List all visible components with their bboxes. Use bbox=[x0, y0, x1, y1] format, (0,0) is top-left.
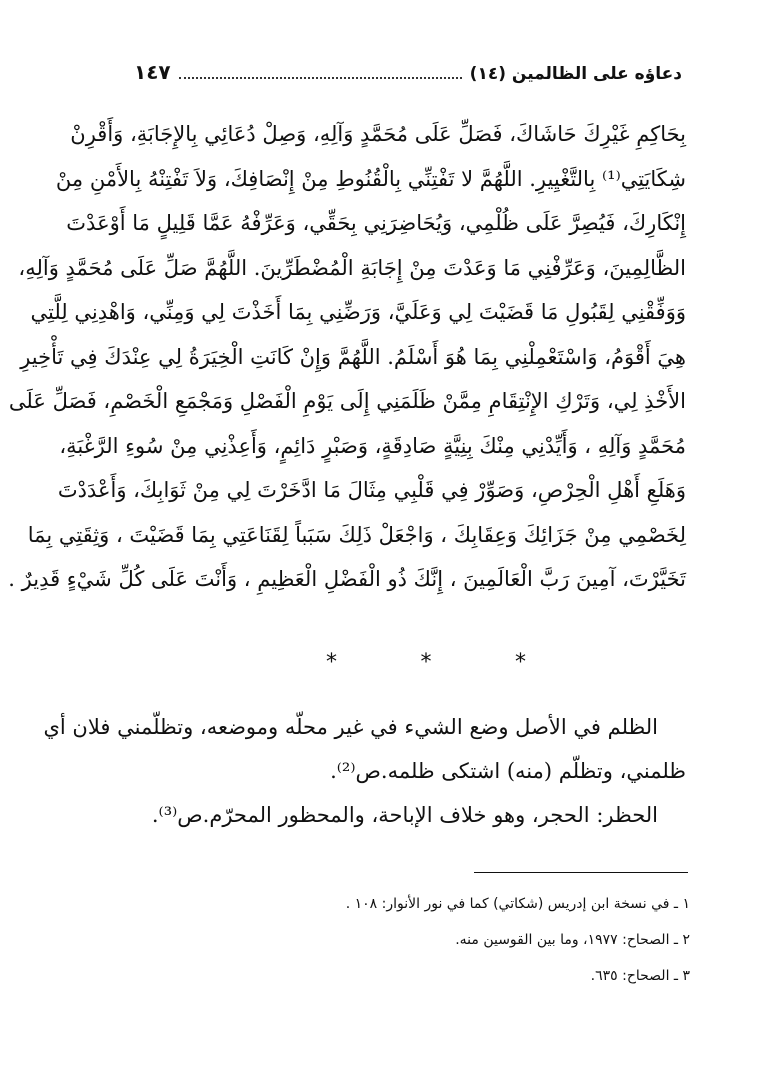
text-line: إِنْكَارِكَ، فَيُصِرَّ عَلَى ظُلْمِي، وَيُحَاضِرَنِي بِحَقِّي، وَعَرِّفْهُ عَمَّا قَلِيلٍ مَا أَوْعَدْتَ bbox=[66, 211, 686, 235]
footnote: ٢ ـ الصحاح: ١٩٧٧، وما بين القوسين منه. bbox=[455, 932, 690, 948]
text-line: الظَّالِمِينَ، وَعَرِّفْنِي مَا وَعَدْتَ مِنْ إِجَابَةِ الْمُضْطَرِّينَ. اللَّهُمَّ صَلِّ عَلَى مُحَمَّدٍ وَآلِهِ، bbox=[18, 255, 686, 280]
footnote: ٣ ـ الصحاح: ٦٣٥. bbox=[590, 968, 690, 984]
separator-star: * bbox=[326, 650, 337, 675]
text-line: تَخَيَّرْتَ، آمِينَ رَبَّ الْعَالَمِينَ ، إِنَّكَ ذُو الْفَضْلِ الْعَظِيمِ ، وَأَنْتَ عَلَى كُلِّ شَيْءٍ قَدِيرٌ . bbox=[8, 567, 686, 591]
text-line: مُحَمَّدٍ وَآلِهِ ، وَأَيِّدْنِي مِنْكَ بِنِيَّةٍ صَادِقَةٍ، وَصَبْرٍ دَائِمٍ، وَأَعِذْنِي مِنْ سُوءِ الرَّغْبَةِ، bbox=[59, 433, 686, 458]
text-line: وَهَلَعِ أَهْلِ الْحِرْصِ، وَصَوِّرْ فِي قَلْبِي مِثَالَ مَا ادَّخَرْتَ لِي مِنْ ثَوَابِكَ، وَأَعْدَدْتَ bbox=[57, 478, 686, 502]
text-line: لِخَصْمِي مِنْ جَزَائِكَ وَعِقَابِكَ ، وَاجْعَلْ ذَلِكَ سَبَباً لِقَنَاعَتِي بِمَا قَضَيْتَ ، وَثِقَتِي بِمَا bbox=[27, 522, 686, 547]
note-line: الظلم في الأصل وضع الشيء في غير محلّه وموضعه، وتظلّمني فلان أي bbox=[43, 715, 658, 739]
text-line: هِيَ أَقْوَمُ، وَاسْتَعْمِلْنِي بِمَا هُوَ أَسْلَمُ. اللَّهُمَّ وَإِنْ كَانَتِ الْخِيَرَةُ لِي عِنْدَكَ فِي تَأْخِيرِ bbox=[20, 344, 686, 369]
text-line: بِحَاكِمِ غَيْرِكَ حَاشَاكَ، فَصَلِّ عَلَى مُحَمَّدٍ وَآلِهِ، وَصِلْ دُعَائِي بِالإِجَابَةِ، وَأَقْرِنْ bbox=[70, 122, 686, 146]
text-line: الأَخْذِ لِي، وَتَرْكِ الإِنْتِقَامِ مِمَّنْ ظَلَمَنِي إِلَى يَوْمِ الْفَصْلِ وَمَجْمَعِ الْخَصْمِ، فَصَلِّ عَلَى bbox=[8, 389, 686, 413]
supplication-text bbox=[8, 112, 686, 602]
footnote-divider bbox=[474, 872, 688, 873]
footnote: ١ ـ في نسخة ابن إدريس (شكاتي) كما في نور الأنوار: ١٠٨ . bbox=[345, 896, 690, 912]
text-line: شِكَايَتِي⁽¹⁾ بِالتَّغْيِيرِ. اللَّهُمَّ لا تَفْتِنِّي بِالْقُنُوطِ مِنْ إِنْصَافِكَ، وَلاَ تَفْتِنْهُ بِالأَمْنِ مِنْ bbox=[55, 166, 686, 191]
explanatory-notes bbox=[43, 705, 686, 837]
text-line: وَوَفِّقْنِي لِقَبُولِ مَا قَضَيْتَ لِي وَعَلَيَّ، وَرَضِّنِي بِمَا أَخَذْتَ لِي وَمِنِّي، وَاهْدِنِي لِلَّتِي bbox=[30, 300, 686, 324]
chapter-title: دعاؤه على الظالمين (١٤) bbox=[469, 64, 682, 84]
separator-star: * bbox=[420, 650, 432, 675]
note-line: الحظر: الحجر، وهو خلاف الإباحة، والمحظور المحرّم.ص⁽³⁾. bbox=[151, 803, 658, 827]
footnotes bbox=[160, 886, 690, 994]
note-line: ظلمني، وتظلّم (منه) اشتكى ظلمه.ص⁽²⁾. bbox=[330, 759, 686, 783]
page-number: ١٤٧ bbox=[134, 60, 171, 84]
running-header bbox=[134, 60, 682, 94]
leader-dots bbox=[179, 65, 462, 79]
section-separator bbox=[326, 650, 526, 675]
separator-star: * bbox=[515, 650, 526, 675]
